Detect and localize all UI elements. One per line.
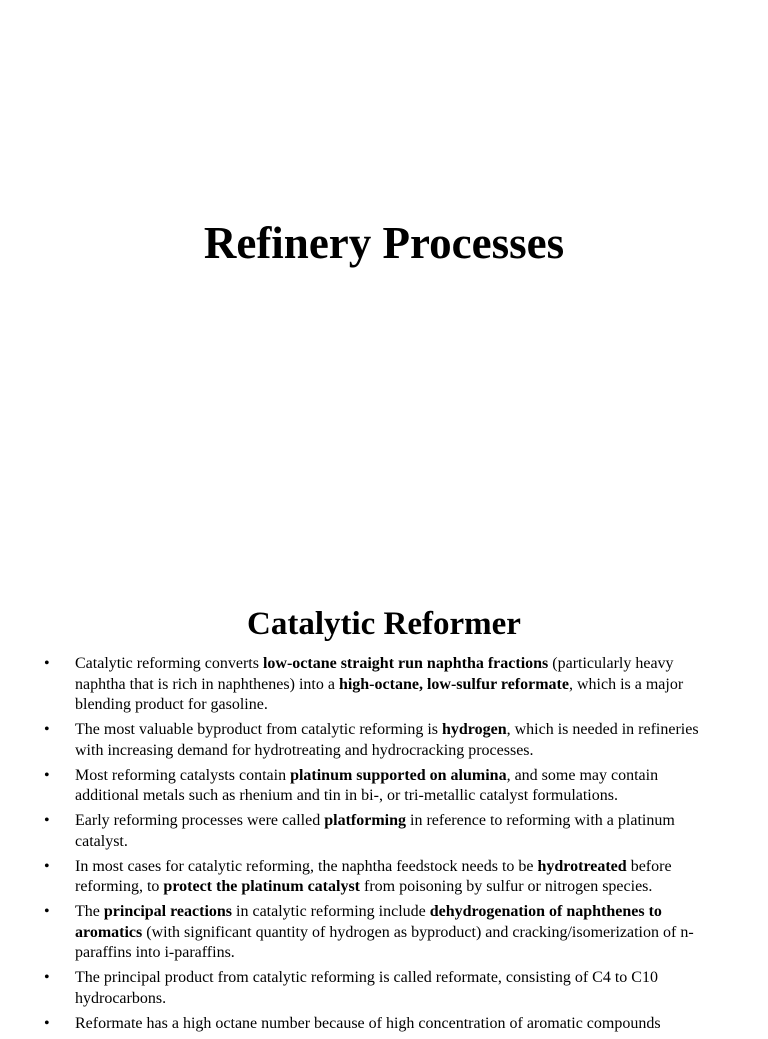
bullet-text: The most valuable byproduct from catalytic reforming is — [75, 721, 442, 738]
bullet-text-bold: protect the platinum catalyst — [163, 878, 360, 895]
bullet-text: The — [75, 903, 104, 920]
list-item — [0, 902, 768, 964]
bullet-text-bold: platforming — [324, 812, 406, 829]
bullet-list — [0, 654, 768, 1039]
list-item — [0, 720, 768, 761]
bullet-text-bold: platinum supported on alumina — [290, 766, 507, 784]
bullet-text: in reference to reforming with a platinum catalyst. — [75, 812, 675, 850]
bullet-text: (with significant quantity of hydrogen as byproduct) and cracking/isomerization of n-paraffins into i-paraffins. — [75, 923, 694, 961]
bullet-text: In most cases for catalytic reforming, the naphtha feedstock needs to be — [75, 857, 538, 875]
bullet-text: , and some may contain additional metals such as rhenium and tin in bi-, or tri-metallic catalyst formulations. — [75, 766, 659, 804]
bullet-text: before reforming, to — [75, 857, 672, 895]
bullet-text-bold: high-octane, low-sulfur reformate — [338, 675, 569, 693]
bullet-text: Early reforming processes were called — [75, 812, 325, 829]
bullet-text: , which is needed in refineries with increasing demand for hydrotreating and hydrocracking processes. — [75, 721, 699, 759]
bullet-text: , which is a major blending product for gasoline. — [75, 675, 684, 713]
page-title: Refinery Processes — [203, 218, 565, 268]
bullet-marker: • — [44, 969, 50, 986]
bullet-text-bold: hydrotreated — [537, 857, 627, 875]
bullet-marker: • — [44, 857, 50, 875]
bullet-marker: • — [44, 766, 50, 784]
bullet-text: Catalytic reforming converts — [75, 655, 263, 672]
list-item — [0, 811, 768, 852]
bullet-text: in catalytic reforming include — [232, 903, 430, 920]
bullet-marker: • — [44, 1014, 50, 1032]
bullet-marker: • — [44, 903, 50, 920]
bullet-text-bold: low-octane straight run naphtha fractions — [262, 655, 549, 672]
bullet-text: (particularly heavy naphtha that is rich in naphthenes) into a — [75, 655, 674, 693]
list-item — [0, 857, 768, 898]
bullet-text: The principal product from catalytic reforming is called reformate, consisting of C4 to C10 hydrocarbons. — [75, 969, 658, 1007]
section-title: Catalytic Reformer — [247, 606, 521, 642]
bullet-text: Most reforming catalysts contain — [75, 766, 291, 784]
bullet-text: from poisoning by sulfur or nitrogen species. — [360, 878, 653, 895]
bullet-text: Reformate has a high octane number because of high concentration of aromatic compounds — [75, 1014, 661, 1032]
bullet-marker: • — [44, 812, 50, 829]
bullet-text-bold: dehydrogenation of naphthenes to aromatics — [75, 903, 662, 941]
list-item — [0, 968, 768, 1009]
catalytic-reformer-slide — [0, 576, 768, 1032]
bullet-marker: • — [44, 655, 50, 672]
bullet-text-bold: principal reactions — [103, 903, 233, 920]
bullet-text-bold: hydrogen — [442, 721, 507, 738]
list-item — [0, 654, 768, 716]
bullet-marker: • — [44, 721, 50, 738]
list-item — [0, 766, 768, 807]
